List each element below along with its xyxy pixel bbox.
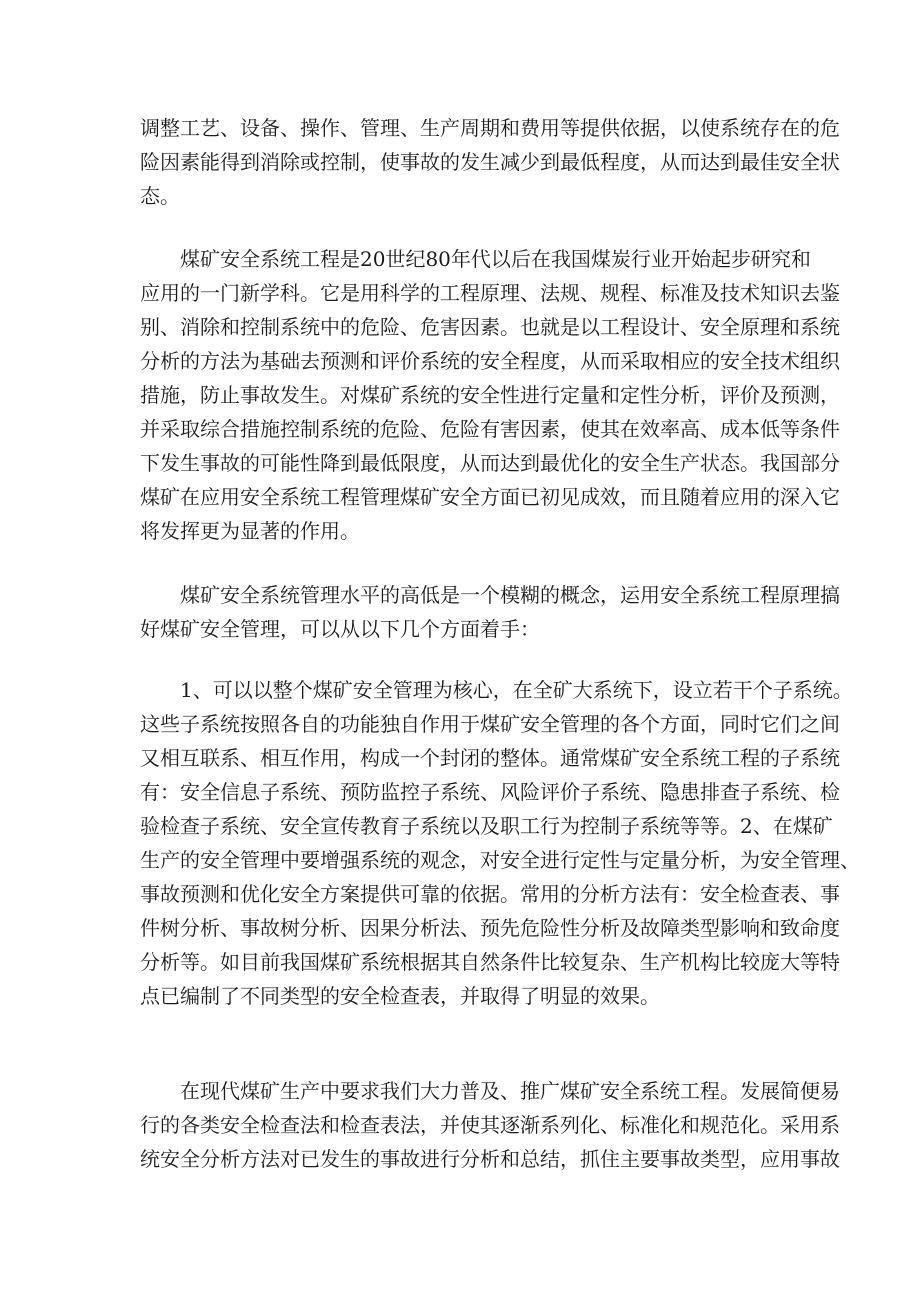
text-line: 分析等。如目前我国煤矿系统根据其自然条件比较复杂、生产机构比较庞大等特 [140, 950, 840, 974]
text-line: 应用的一门新学科。它是用科学的工程原理、法规、规程、标准及技术知识去鉴 [140, 281, 840, 305]
text-line: 态。 [140, 184, 180, 208]
text-line: 分析的方法为基础去预测和评价系统的安全程度，从而采取相应的安全技术组织 [140, 349, 840, 373]
paragraph-5 [140, 1074, 840, 1176]
paragraph-2 [140, 242, 840, 548]
text-line: 险因素能得到消除或控制，使事故的发生减少到最低程度，从而达到最佳安全状 [140, 150, 840, 174]
text-line: 验检查子系统、安全宣传教育子系统以及职工行为控制子系统等等。2、在煤矿 [140, 814, 833, 838]
text-line: 生产的安全管理中要增强系统的观念，对安全进行定性与定量分析，为安全管理、 [140, 848, 860, 872]
text-line: 统安全分析方法对已发生的事故进行分析和总结，抓住主要事故类型，应用事故 [140, 1147, 840, 1171]
text-line: 又相互联系、相互作用，构成一个封闭的整体。通常煤矿安全系统工程的子系统 [140, 746, 840, 770]
text-line: 调整工艺、设备、操作、管理、生产周期和费用等提供依据，以使系统存在的危 [140, 116, 840, 140]
paragraph-3 [140, 578, 840, 646]
text-line: 下发生事故的可能性降到最低限度，从而达到最优化的安全生产状态。我国部分 [140, 451, 840, 475]
text-line: 行的各类安全检查法和检查表法，并使其逐渐系列化、标准化和规范化。采用系 [140, 1113, 840, 1137]
text-line: 好煤矿安全管理，可以从以下几个方面着手： [140, 617, 540, 641]
text-line: 件树分析、事故树分析、因果分析法、预先危险性分析及故障类型影响和致命度 [140, 916, 840, 940]
text-line: 1、可以以整个煤矿安全管理为核心，在全矿大系统下，设立若干个子系统。 [140, 678, 853, 702]
paragraph-1 [140, 111, 840, 213]
paragraph-4 [140, 673, 860, 1013]
text-line: 措施，防止事故发生。对煤矿系统的安全性进行定量和定性分析，评价及预测， [140, 383, 840, 407]
text-line: 并采取综合措施控制系统的危险、危险有害因素，使其在效率高、成本低等条件 [140, 417, 840, 441]
text-line: 这些子系统按照各自的功能独自作用于煤矿安全管理的各个方面，同时它们之间 [140, 712, 840, 736]
text-line: 煤矿安全系统工程是20世纪80年代以后在我国煤炭行业开始起步研究和 [140, 247, 811, 271]
text-line: 煤矿安全系统管理水平的高低是一个模糊的概念，运用安全系统工程原理搞 [140, 583, 840, 607]
text-line: 煤矿在应用安全系统工程管理煤矿安全方面已初见成效，而且随着应用的深入它 [140, 485, 840, 509]
text-line: 在现代煤矿生产中要求我们大力普及、推广煤矿安全系统工程。发展简便易 [140, 1079, 840, 1103]
text-line: 事故预测和优化安全方案提供可靠的依据。常用的分析方法有：安全检查表、事 [140, 882, 840, 906]
text-line: 将发挥更为显著的作用。 [140, 519, 360, 543]
text-line: 有：安全信息子系统、预防监控子系统、风险评价子系统、隐患排查子系统、检 [140, 780, 840, 804]
text-line: 点已编制了不同类型的安全检查表，并取得了明显的效果。 [140, 984, 660, 1008]
text-line: 别、消除和控制系统中的危险、危害因素。也就是以工程设计、安全原理和系统 [140, 315, 840, 339]
